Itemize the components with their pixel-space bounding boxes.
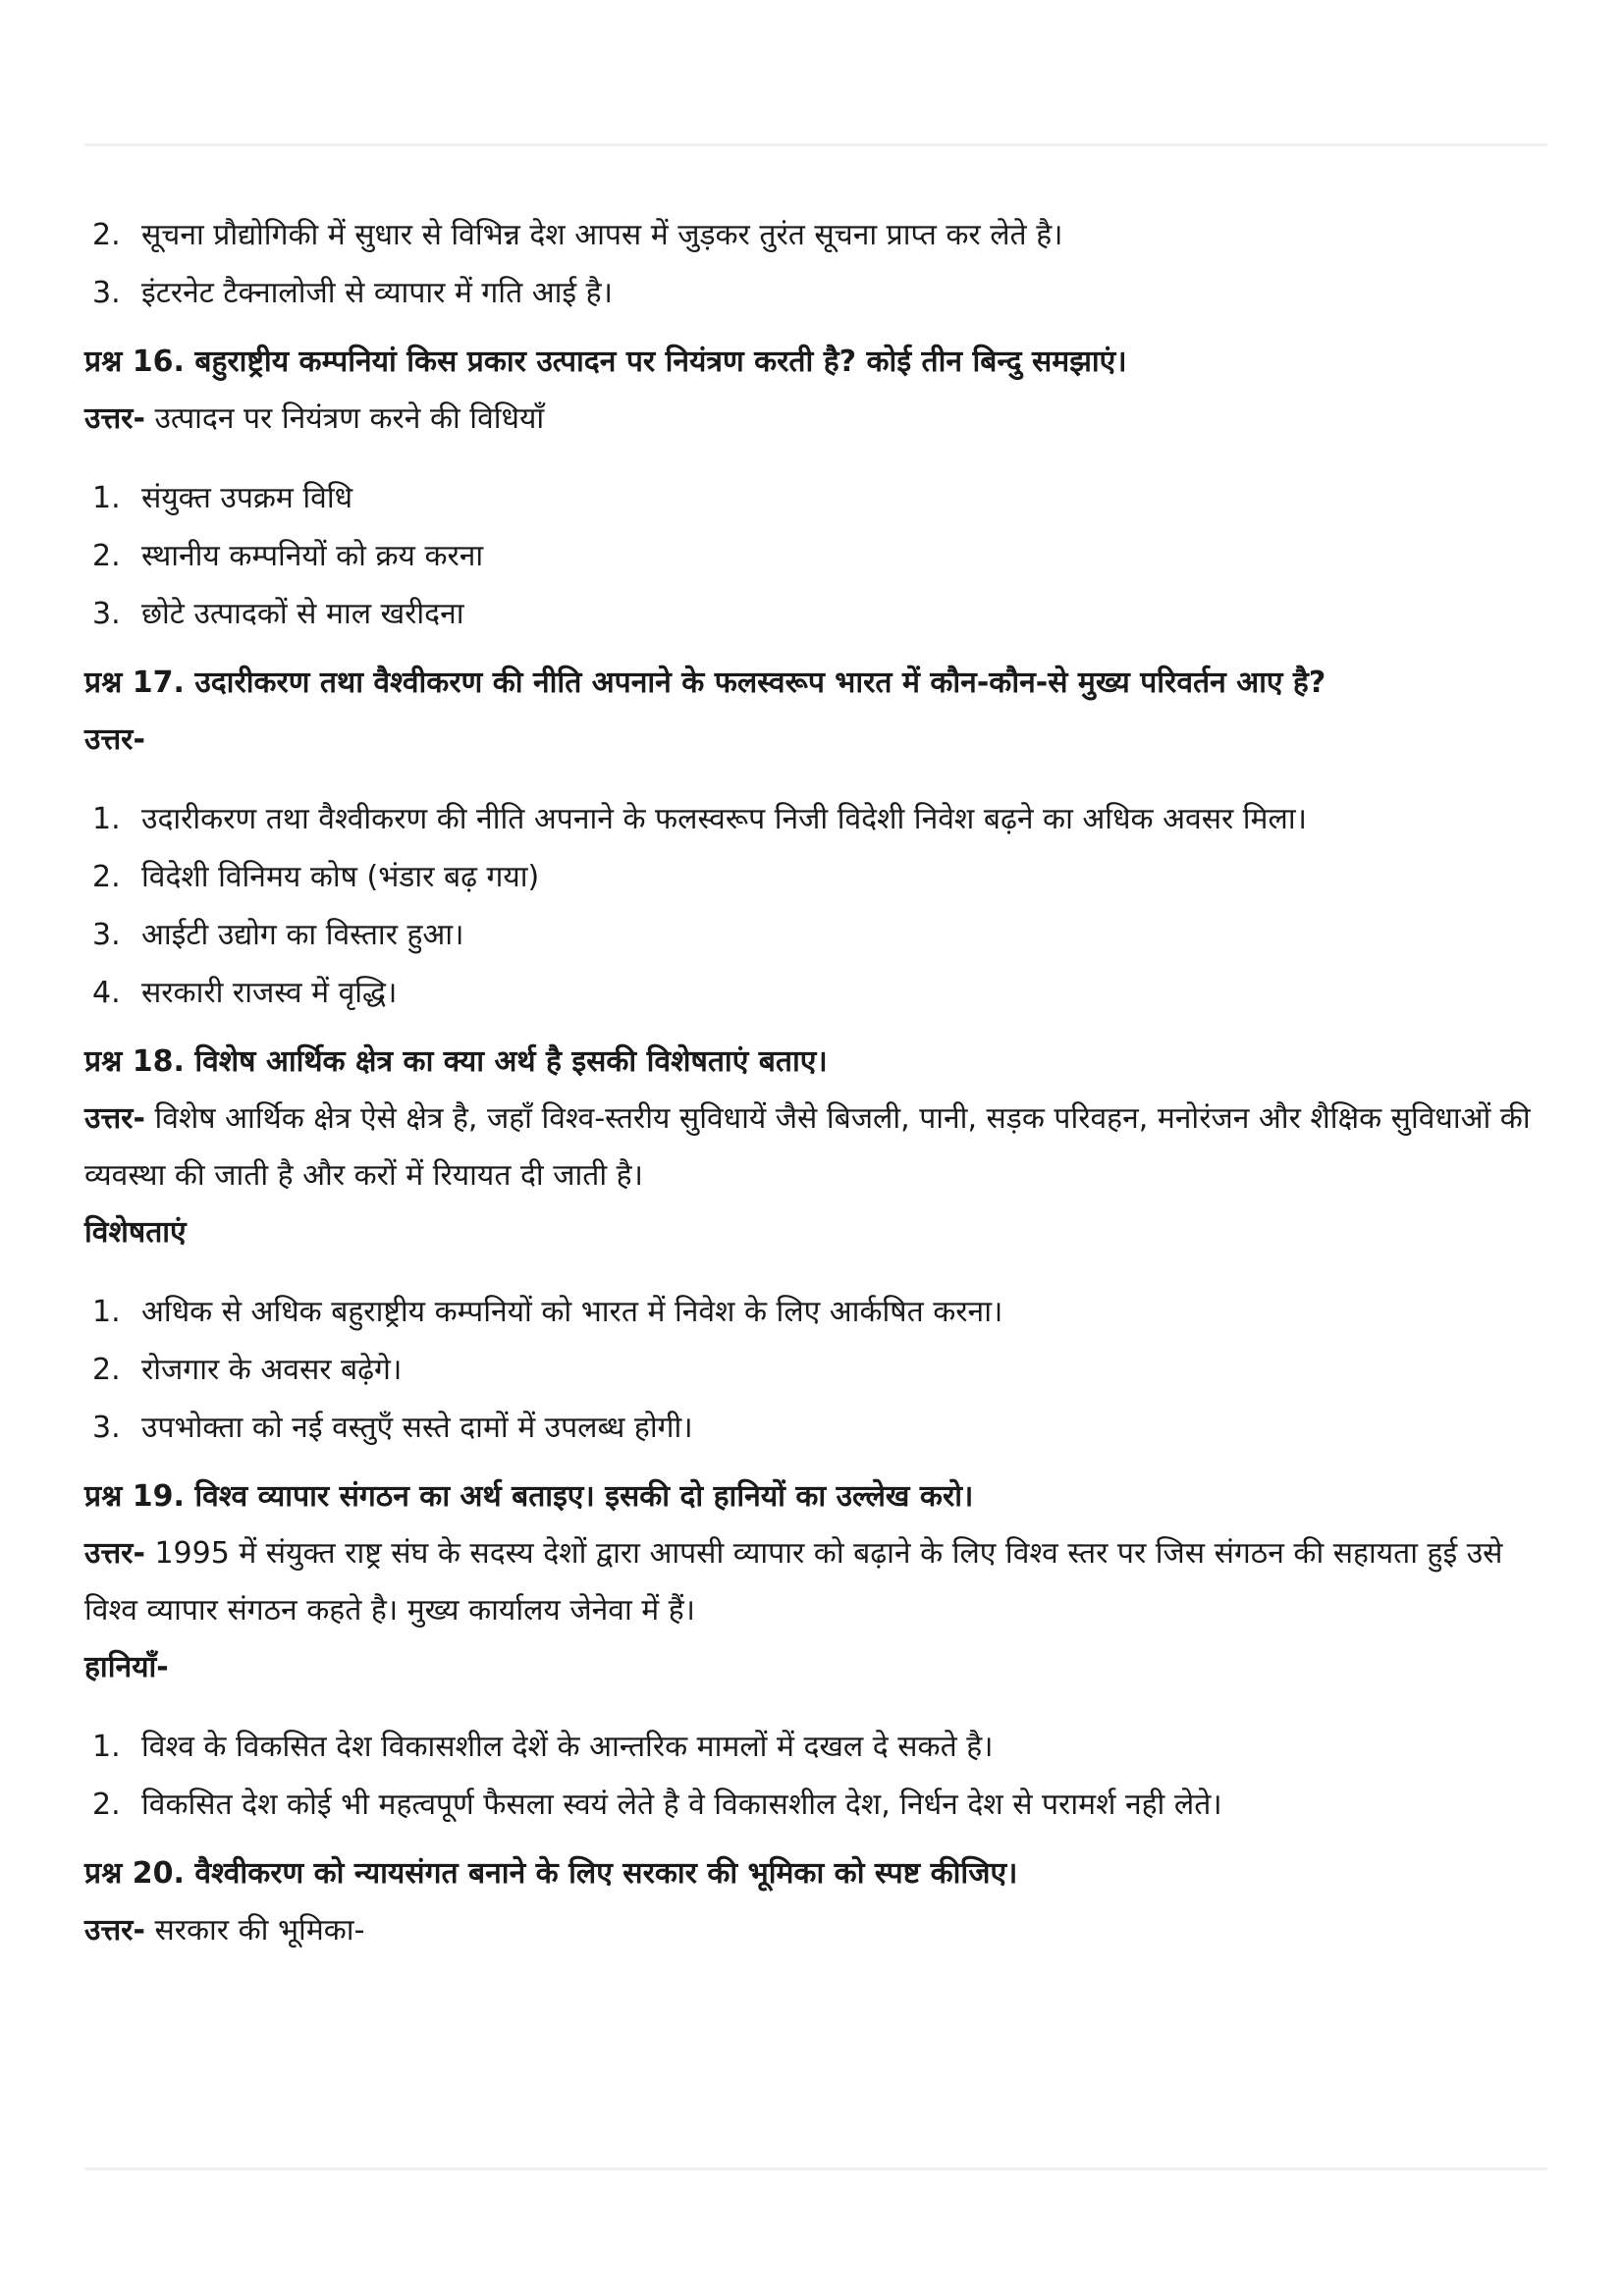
list-number: 2. — [92, 218, 121, 252]
list-item — [84, 848, 1538, 906]
list-item — [84, 1283, 1538, 1341]
q19-list — [84, 1718, 1538, 1834]
list-number: 1. — [92, 481, 121, 515]
question-20: प्रश्न 20. वैश्वीकरण को न्यायसंगत बनाने के लिए सरकार की भूमिका को स्पष्ट कीजिए। — [84, 1856, 1018, 1891]
list-item — [84, 1341, 1538, 1399]
question-17: प्रश्न 17. उदारीकरण तथा वैश्वीकरण की नीति अपनाने के फलस्वरूप भारत में कौन-कौन-से मुख्य परिवर्तन आए है? — [84, 666, 1326, 700]
subheading-disadvantages: हानियाँ- — [84, 1650, 169, 1684]
list-text: सूचना प्रौद्योगिकी में सुधार से विभिन्न देश आपस में जुड़कर तुरंत सूचना प्राप्त कर लेते है। — [141, 218, 1063, 252]
answer-label: उत्तर- — [84, 722, 145, 757]
q17-list — [84, 790, 1538, 1022]
answer-label: उत्तर- — [84, 1913, 145, 1948]
document-body — [84, 206, 1538, 1959]
list-text: सरकारी राजस्व में वृद्धि। — [141, 976, 398, 1010]
subheading-features: विशेषताएं — [84, 1215, 187, 1250]
list-item — [84, 906, 1538, 964]
answer-18 — [84, 1091, 1538, 1204]
answer-20 — [84, 1902, 1538, 1959]
list-text: उपभोक्ता को नई वस्तुएँ सस्ते दामों में उपलब्ध होगी। — [141, 1411, 693, 1445]
list-item — [84, 585, 1538, 643]
list-item — [84, 264, 1538, 322]
q18-list — [84, 1283, 1538, 1457]
list-number: 4. — [92, 976, 121, 1010]
list-text: आईटी उद्योग का विस्तार हुआ। — [141, 918, 464, 952]
list-item — [84, 527, 1538, 585]
list-text: छोटे उत्पादकों से माल खरीदना — [141, 597, 464, 631]
answer-17 — [84, 712, 1538, 769]
list-number: 2. — [92, 1788, 121, 1822]
answer-label: उत्तर- — [84, 1101, 145, 1136]
list-text: संयुक्त उपक्रम विधि — [141, 481, 353, 515]
list-text: उदारीकरण तथा वैश्वीकरण की नीति अपनाने के फलस्वरूप निजी विदेशी निवेश बढ़ने का अधिक अवसर मिला। — [141, 802, 1307, 836]
answer-label: उत्तर- — [84, 401, 145, 436]
list-number: 3. — [92, 597, 121, 631]
list-number: 1. — [92, 802, 121, 836]
list-number: 3. — [92, 276, 121, 310]
list-number: 3. — [92, 918, 121, 952]
answer-label: उत्तर- — [84, 1536, 145, 1571]
answer-16 — [84, 391, 1538, 448]
list-text: स्थानीय कम्पनियों को क्रय करना — [141, 539, 484, 573]
question-16: प्रश्न 16. बहुराष्ट्रीय कम्पनियां किस प्रकार उत्पादन पर नियंत्रण करती है? कोई तीन बिन्दु समझाएं। — [84, 345, 1127, 379]
list-item — [84, 206, 1538, 264]
list-text: रोजगार के अवसर बढ़ेगे। — [141, 1353, 403, 1387]
intro-list — [84, 206, 1538, 322]
list-item — [84, 1399, 1538, 1457]
bottom-divider — [84, 2167, 1547, 2170]
list-text: विश्व के विकसित देश विकासशील देशें के आन्तरिक मामलों में दखल दे सकते है। — [141, 1730, 994, 1764]
list-item — [84, 1718, 1538, 1776]
list-text: विदेशी विनिमय कोष (भंडार बढ़ गया) — [141, 860, 540, 894]
list-item — [84, 469, 1538, 527]
list-text: इंटरनेट टैक्नालोजी से व्यापार में गति आई है। — [141, 276, 613, 310]
list-number: 2. — [92, 860, 121, 894]
list-number: 2. — [92, 1353, 121, 1387]
answer-text: सरकार की भूमिका- — [144, 1913, 365, 1948]
answer-19 — [84, 1525, 1538, 1639]
list-item — [84, 1776, 1538, 1834]
list-number: 2. — [92, 539, 121, 573]
list-number: 3. — [92, 1411, 121, 1445]
question-18: प्रश्न 18. विशेष आर्थिक क्षेत्र का क्या अर्थ है इसकी विशेषताएं बताए। — [84, 1044, 828, 1079]
q16-list — [84, 469, 1538, 643]
list-number: 1. — [92, 1295, 121, 1329]
top-divider — [84, 143, 1547, 146]
list-text: अधिक से अधिक बहुराष्ट्रीय कम्पनियों को भारत में निवेश के लिए आर्कषित करना। — [141, 1295, 1003, 1329]
list-number: 1. — [92, 1730, 121, 1764]
list-text: विकसित देश कोई भी महत्वपूर्ण फैसला स्वयं लेते है वे विकासशील देश, निर्धन देश से परामर्श नही लेते। — [141, 1788, 1222, 1822]
answer-text: उत्पादन पर नियंत्रण करने की विधियाँ — [144, 401, 545, 436]
list-item — [84, 964, 1538, 1022]
list-item — [84, 790, 1538, 848]
answer-text: 1995 में संयुक्त राष्ट्र संघ के सदस्य देशों द्वारा आपसी व्यापार को बढ़ाने के लिए विश्व स्तर पर जिस संगठन की सहायता हुई उसे विश्व व्यापार संगठन कहते है। मुख्य कार्यालय जेनेवा में हैं। — [84, 1536, 1503, 1628]
answer-text: विशेष आर्थिक क्षेत्र ऐसे क्षेत्र है, जहाँ विश्व-स्तरीय सुविधायें जैसे बिजली, पानी, सड़क परिवहन, मनोरंजन और शैक्षिक सुविधाओं की व्यवस्था की जाती है और करों में रियायत दी जाती है। — [84, 1101, 1531, 1193]
question-19: प्रश्न 19. विश्व व्यापार संगठन का अर्थ बताइए। इसकी दो हानियों का उल्लेख करो। — [84, 1479, 974, 1514]
